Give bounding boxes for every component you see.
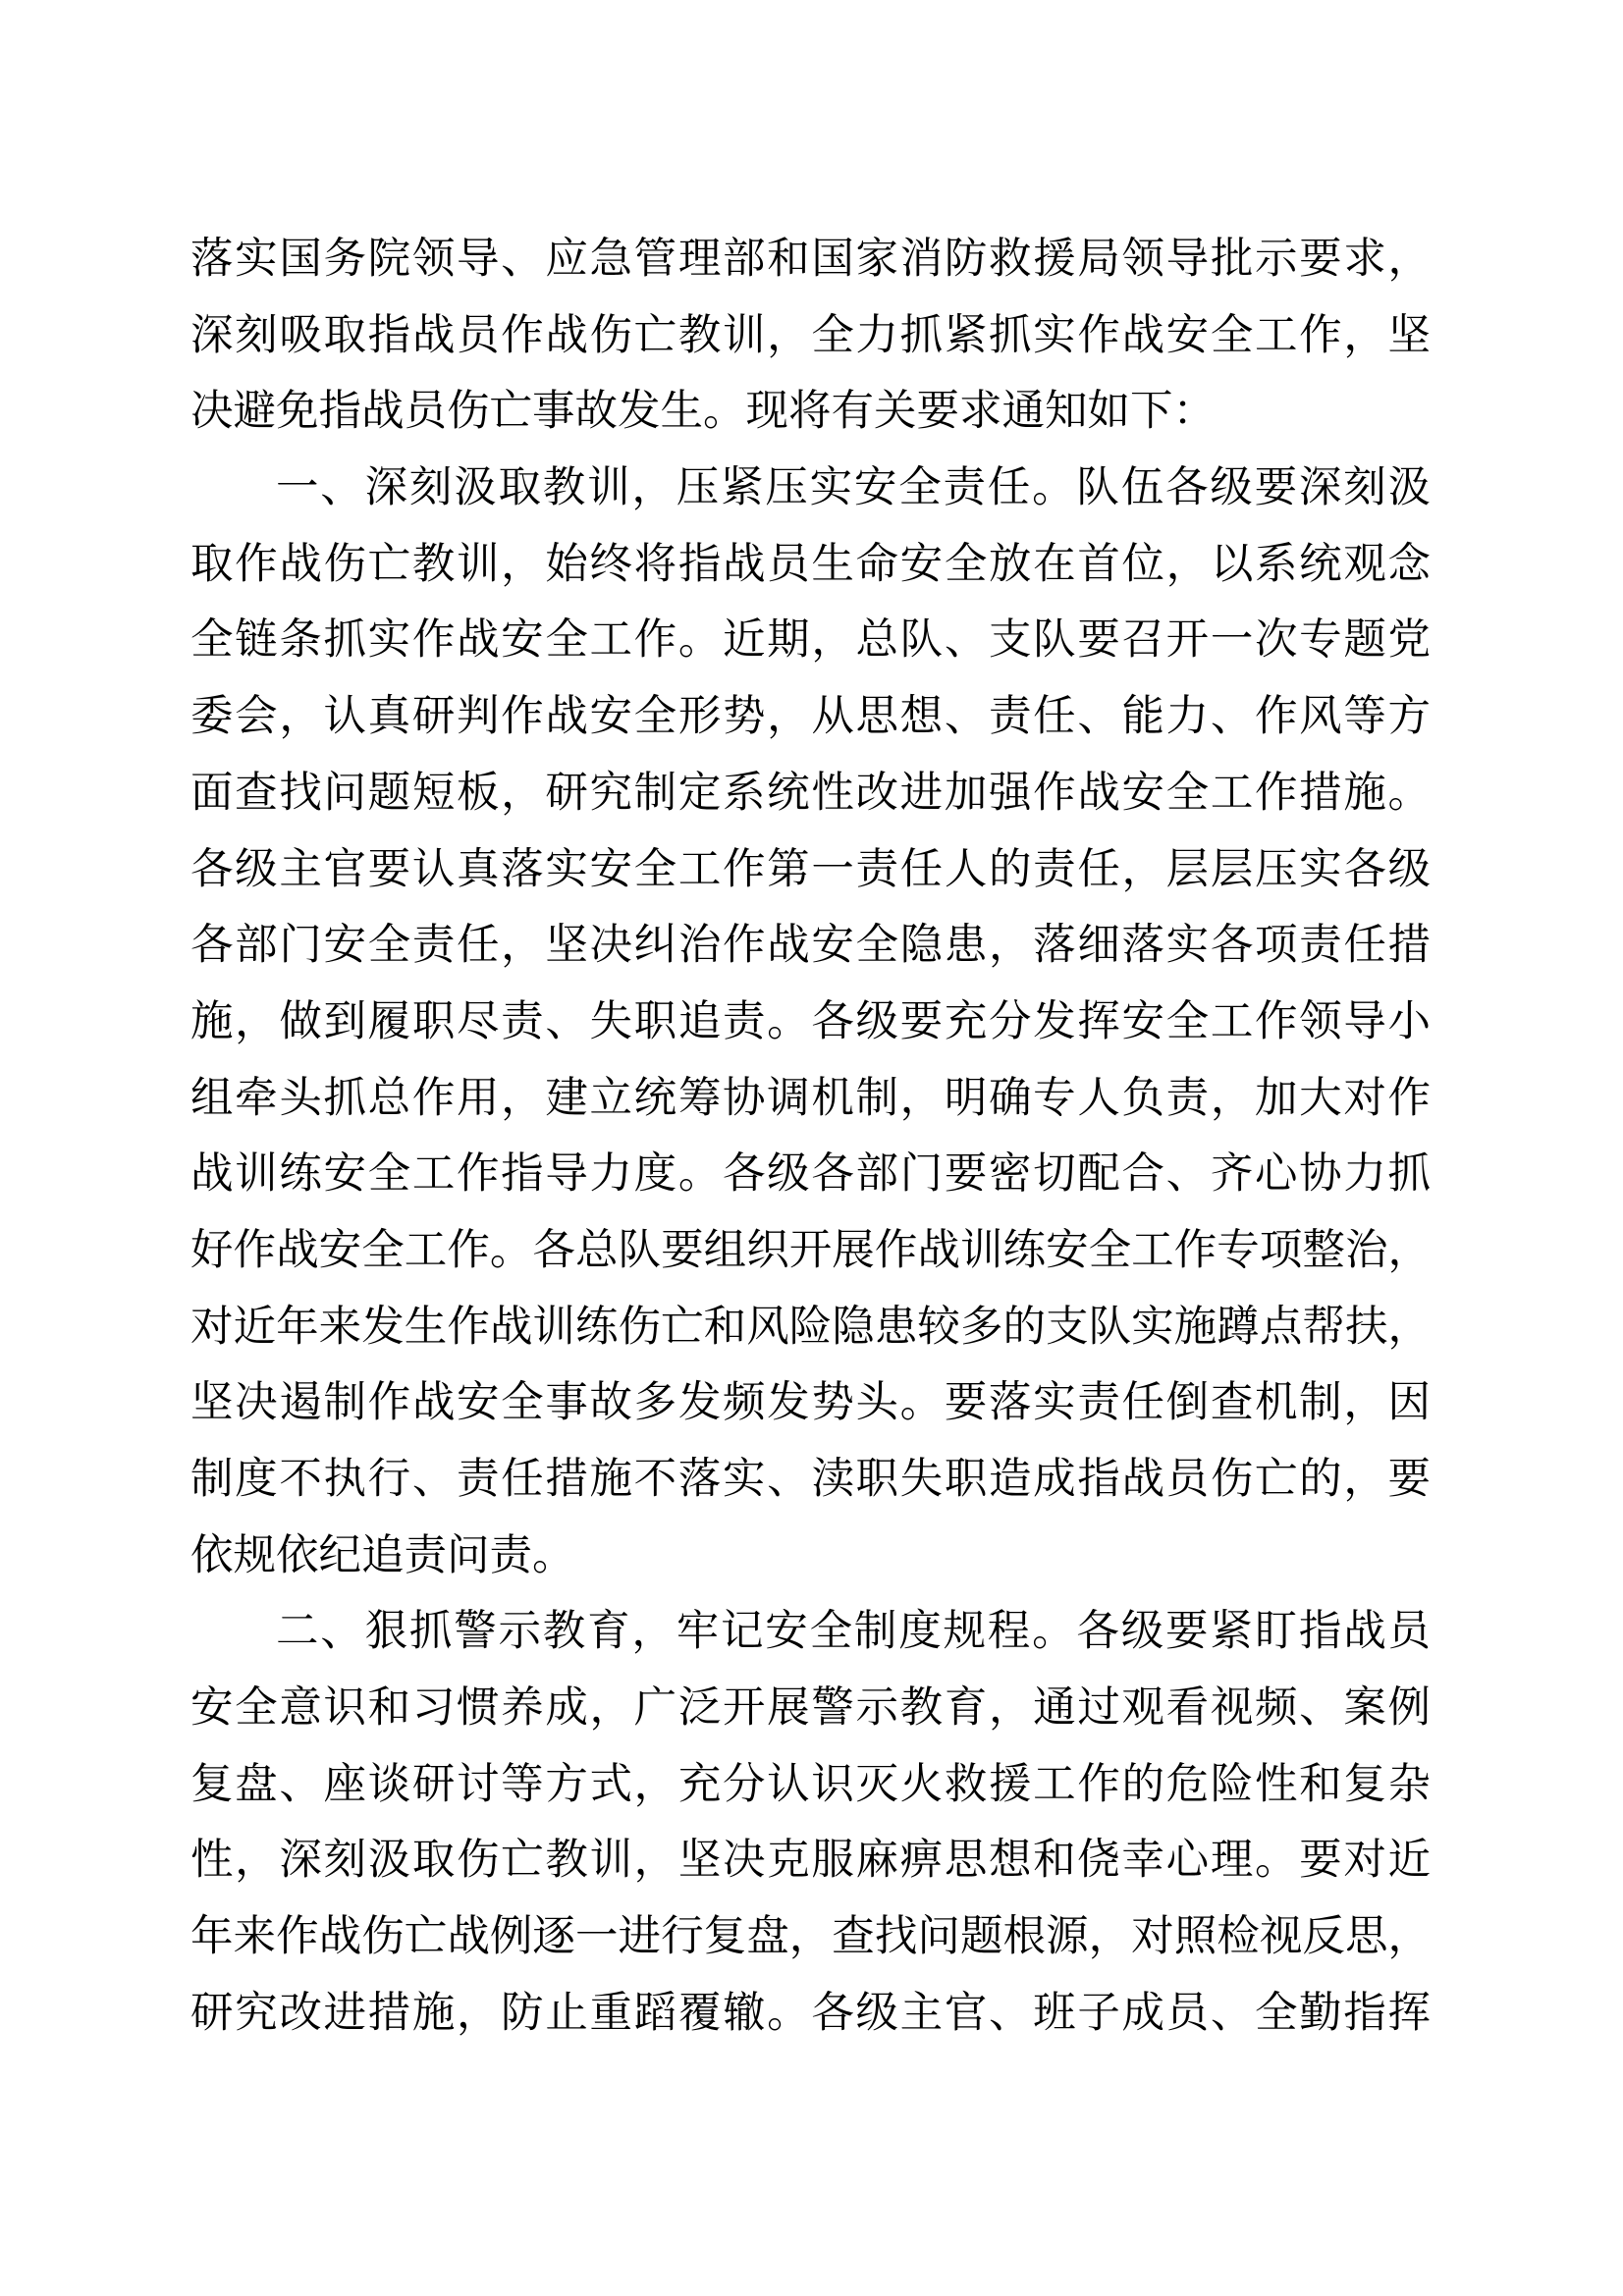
text-line: 性，深刻汲取伤亡教训，坚决克服麻痹思想和侥幸心理。要对近 <box>190 1837 1431 1885</box>
text-line: 全链条抓实作战安全工作。近期，总队、支队要召开一次专题党 <box>190 616 1431 665</box>
text-line: 决避免指战员伤亡事故发生。现将有关要求通知如下： <box>190 388 1216 436</box>
text-line: 制度不执行、责任措施不落实、渎职失职造成指战员伤亡的，要 <box>190 1456 1431 1503</box>
text-line: 各部门安全责任，坚决纠治作战安全隐患，落细落实各项责任措 <box>190 922 1431 970</box>
text-line: 取作战伤亡教训，始终将指战员生命安全放在首位，以系统观念 <box>190 540 1431 588</box>
text-line: 各级主官要认真落实安全工作第一责任人的责任，层层压实各级 <box>190 845 1431 893</box>
text-line: 年来作战伤亡战例逐一进行复盘，查找问题根源，对照检视反思， <box>190 1913 1431 1961</box>
text-line: 坚决遏制作战安全事故多发频发势头。要落实责任倒查机制，因 <box>190 1379 1431 1427</box>
text-line: 落实国务院领导、应急管理部和国家消防救援局领导批示要求， <box>190 236 1431 283</box>
text-line: 安全意识和习惯养成，广泛开展警示教育，通过观看视频、案例 <box>190 1684 1431 1733</box>
text-line: 组牵头抓总作用，建立统筹协调机制，明确专人负责，加大对作 <box>190 1074 1431 1122</box>
text-line: 战训练安全工作指导力度。各级各部门要密切配合、齐心协力抓 <box>190 1150 1431 1199</box>
document-body <box>190 222 1431 2053</box>
text-line: 委会，认真研判作战安全形势，从思想、责任、能力、作风等方 <box>190 693 1431 741</box>
text-line: 施，做到履职尽责、失职追责。各级要充分发挥安全工作领导小 <box>190 997 1431 1045</box>
text-line: 对近年来发生作战训练伤亡和风险隐患较多的支队实施蹲点帮扶， <box>190 1303 1431 1351</box>
text-line: 一、深刻汲取教训，压紧压实安全责任。队伍各级要深刻汲 <box>276 464 1431 512</box>
text-line: 深刻吸取指战员作战伤亡教训，全力抓紧抓实作战安全工作，坚 <box>190 311 1431 359</box>
text-line: 研究改进措施，防止重蹈覆辙。各级主官、班子成员、全勤指挥 <box>190 1989 1431 2037</box>
text-line: 二、狠抓警示教育，牢记安全制度规程。各级要紧盯指战员 <box>276 1608 1431 1656</box>
text-line: 好作战安全工作。各总队要组织开展作战训练安全工作专项整治， <box>190 1226 1431 1274</box>
text-line: 依规依纪追责问责。 <box>190 1531 575 1579</box>
text-line: 复盘、座谈研讨等方式，充分认识灭火救援工作的危险性和复杂 <box>190 1760 1431 1808</box>
text-line: 面查找问题短板，研究制定系统性改进加强作战安全工作措施。 <box>190 769 1431 817</box>
